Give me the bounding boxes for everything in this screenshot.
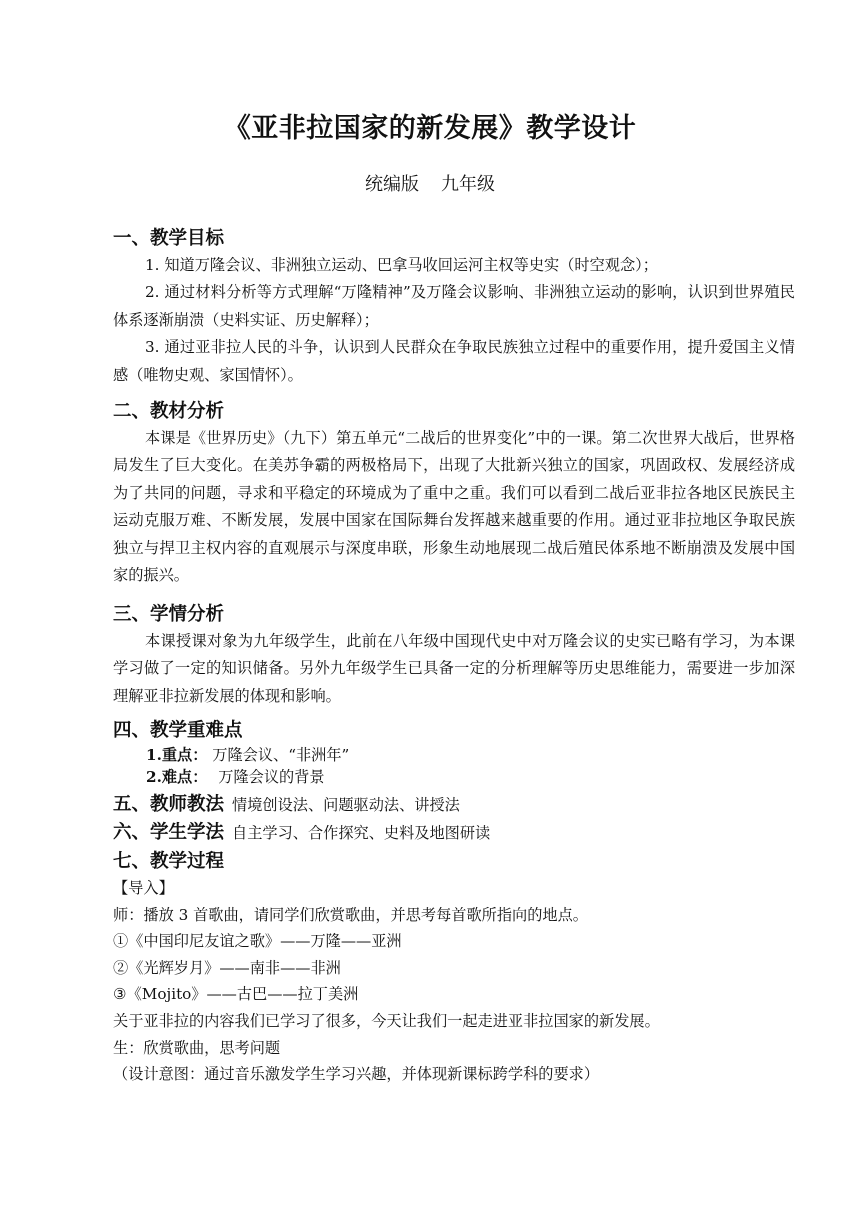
process-line: ②《光辉岁月》——南非——非洲: [113, 958, 341, 977]
section-text: 情境创设法、问题驱动法、讲授法: [232, 796, 460, 814]
goal-item: 1. 知道万隆会议、非洲独立运动、巴拿马收回运河主权等史实（时空观念）；: [145, 256, 658, 274]
goal-item: 3. 通过亚非拉人民的斗争，认识到人民群众在争取民族独立过程中的重要作用，提升爱国主义情感（唯物史观、家国情怀）。: [113, 338, 795, 384]
section-learners: [113, 602, 795, 710]
section-keypoints: [113, 718, 795, 788]
key-point-label: 1.重点：: [146, 746, 208, 764]
section-heading: 一、教学目标: [113, 228, 225, 249]
difficult-point-label: 2.难点：: [146, 768, 208, 786]
process-line: （设计意图：通过音乐激发学生学习兴趣，并体现新课标跨学科的要求）: [113, 1065, 599, 1084]
process-line: ①《中国印尼友谊之歌》——万隆——亚洲: [113, 932, 402, 951]
process-line: 关于亚非拉的内容我们已学习了很多，今天让我们一起走进亚非拉国家的新发展。: [113, 1011, 660, 1030]
process-line: 师：播放 3 首歌曲，请同学们欣赏歌曲，并思考每首歌所指向的地点。: [113, 905, 588, 924]
goal-item: 2. 通过材料分析等方式理解“万隆精神”及万隆会议影响、非洲独立运动的影响，认识到世界殖民体系逐渐崩溃（史料实证、历史解释）；: [113, 283, 795, 329]
section-learning-method: [113, 820, 795, 846]
process-line: 【导入】: [113, 879, 174, 897]
section-textbook: [113, 399, 795, 589]
difficult-point: [113, 766, 795, 788]
section-heading: 七、教学过程: [113, 851, 225, 872]
process-line: ③《Mojito》——古巴——拉丁美洲: [113, 985, 359, 1004]
section-paragraph: 本课是《世界历史》（九下）第五单元“二战后的世界变化”中的一课。第二次世界大战后，世界格局发生了巨大变化。在美苏争霸的两极格局下，出现了大批新兴独立的国家，巩固政权、发展经济成为了共同的问题，寻求和平稳定的环境成为了重中之重。我们可以看到二战后亚非拉各地区民族民主运动克服万难、不断发展，发展中国家在国际舞台发挥越来越重要的作用。通过亚非拉地区争取民族独立与捍卫主权内容的直观展示与深度串联，形象生动地展现二战后殖民体系地不断崩溃及发展中国家的振兴。: [113, 429, 795, 585]
grade-label: 九年级: [441, 174, 495, 195]
process-line: 生：欣赏歌曲，思考问题: [113, 1038, 281, 1057]
section-heading: 二、教材分析: [113, 401, 225, 422]
section-heading: 五、教师教法: [113, 794, 225, 815]
section-goals: [113, 226, 795, 389]
difficult-point-value: 万隆会议的背景: [218, 768, 325, 786]
section-teaching-method: [113, 792, 795, 818]
document-subtitle: [0, 170, 860, 196]
section-heading: 四、教学重难点: [113, 720, 243, 741]
key-point: [113, 744, 795, 766]
section-process: [113, 849, 795, 1088]
section-heading: 六、学生学法: [113, 822, 225, 843]
edition-label: 统编版: [365, 174, 419, 195]
document-title: 《亚非拉国家的新发展》教学设计: [223, 113, 637, 144]
key-point-value: 万隆会议、“非洲年”: [212, 746, 350, 764]
section-heading: 三、学情分析: [113, 604, 225, 625]
section-paragraph: 本课授课对象为九年级学生，此前在八年级中国现代史中对万隆会议的史实已略有学习，为本课学习做了一定的知识储备。另外九年级学生已具备一定的分析理解等历史思维能力，需要进一步加深理解亚非拉新发展的体现和影响。: [113, 632, 795, 705]
section-text: 自主学习、合作探究、史料及地图研读: [232, 824, 491, 842]
